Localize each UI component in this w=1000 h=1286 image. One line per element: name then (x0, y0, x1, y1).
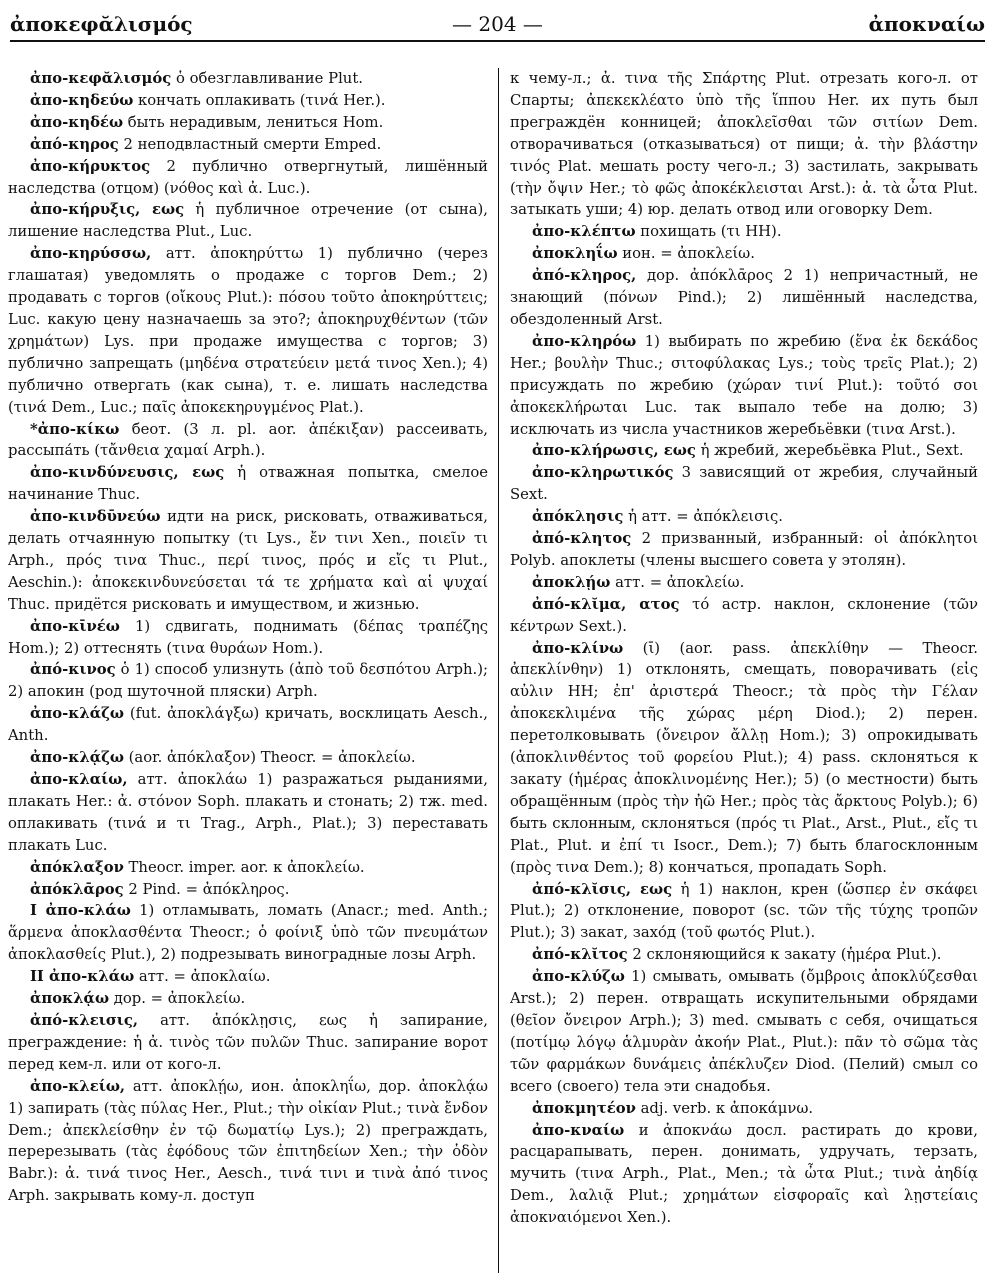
dictionary-entry (8, 857, 488, 879)
running-head-right: ἀποκναίω (868, 12, 985, 36)
entry-headword: ἀπό-κλῐμα, ατος (532, 595, 680, 613)
entry-definition: атт. = ἀποκλείω. (610, 573, 745, 591)
entry-definition: ἡ отважная попытка, смелое начинание Thuc. (8, 464, 488, 504)
dictionary-entry (8, 966, 488, 988)
entry-definition: adj. verb. к ἀποκάμνω. (635, 1099, 814, 1117)
entry-headword: ἀπο-κλύζω (532, 968, 625, 986)
entry-definition: (aor. ἀπόκλαξον) Theocr. = ἀποκλείω. (123, 749, 416, 767)
dictionary-entry (510, 462, 978, 506)
dictionary-entry (8, 1076, 488, 1207)
entry-definition: атт. ἀποκλῄω, ион. ἀποκληΐω, дор. ἀποκλᾴω 1) запирать (τὰς πύλας Her., Plut.; τὴν οἰκίαν Plut.; τινὰ ἔνδον Dem.; ἀπεκλείσθην ἐν τῷ δωματίῳ Lys.); 2) преграждать, перерезывать (τὰς ἐφόδους τῶν ἐπιτηδείων Xen.; τὴν ὁδὸν Babr.): ἀ. τινά τινος Her., Aesch., τινά τινι и τινὰ ἀπό τινος Arph. закрывать кому-л. доступ (8, 1077, 488, 1205)
dictionary-entry (510, 331, 978, 441)
entry-definition: 1) сдвигать, поднимать (δέπας τραπέζης Hom.); 2) оттеснять (τινα θυράων Hom.). (8, 617, 488, 657)
entry-definition: ἡ 1) наклон, крен (ὥσπερ ἐν σκάφει Plut.); 2) отклонение, поворот (sc. τῶν τῆς τύχης τροπῶν Plut.); 3) закат, захо́д (τοῦ φωτός Plut.). (510, 880, 978, 942)
dictionary-entry (8, 68, 488, 90)
entry-definition: атт. = ἀποκλαίω. (134, 968, 271, 986)
entry-headword: ἀπο-κλάζω (30, 705, 124, 723)
entry-definition: ион. = ἀποκλείω. (617, 245, 755, 263)
entry-definition: 2 публично отвергнутый, лишённый наследства (отцом) (νόθος καὶ ἀ. Luc.). (8, 157, 488, 197)
left-column (8, 68, 488, 1273)
entry-definition: 1) смывать, омывать (ὄμβροις ἀποκλύζεσθαι Arst.); 2) перен. отвращать искупительными обрядами (θεῖον ὄνειρον Arph.); 3) med. смывать с себя, очищаться (ποτίμῳ λόγῳ ἁλμυρὰν ἀκοήν Plat., Plut.): πᾶν τὸ σῶμα τὰς τῶν φαρμάκων δυνάμεις ἀπέκλυζεν Diod. (Пелий) смыл со всего (своего) тела эти снадобья. (510, 968, 978, 1095)
entry-headword: ἀπό-κλῐτος (532, 946, 628, 964)
dictionary-entry (510, 879, 978, 945)
dictionary-entry (510, 221, 978, 243)
dictionary-entry (510, 944, 978, 966)
entry-headword: ἀπό-κηρος (30, 135, 119, 153)
entry-headword: ἀπο-κναίω (532, 1121, 625, 1139)
entry-headword: ἀποκλᾴω (30, 990, 110, 1008)
dictionary-entry (510, 1098, 978, 1120)
entry-headword: ἀποκληΐω (532, 245, 618, 263)
entry-definition: кончать оплакивать (τινά Her.). (133, 91, 386, 109)
entry-definition: и ἀποκνάω досл. растирать до крови, расцарапывать, перен. донимать, удручать, терзать, мучить (τινα Arph., Plat., Men.; τὰ ὦτα Plut.; τινὰ ἀηδίᾳ Dem., λαλιᾷ Plut.; χρημάτων εἰσφοραῖς καὶ λῃστείαις ἀποκναιόμενοι Xen.). (510, 1121, 978, 1227)
entry-headword: ἀπο-κλαίω, (30, 771, 128, 788)
entry-headword: ἀπο-κινδῡνεύω (30, 508, 161, 526)
entry-headword: ἀπό-κλῐσις, εως (532, 880, 673, 898)
entry-headword: ἀπο-κλᾴζω (30, 749, 124, 767)
entry-headword: *ἀπο-κίκω (30, 420, 120, 438)
dictionary-entry (8, 112, 488, 134)
entry-headword: ἀπο-κλίνω (532, 639, 624, 657)
entry-headword: ἀπο-κεφᾰλισμός (30, 70, 172, 87)
page-header (10, 10, 985, 42)
dictionary-entry (8, 616, 488, 660)
entry-definition: идти на риск, рисковать, отваживаться, делать отчаянную попытку (τι Lys., ἔν τινι Xen., ποιεῖν τι Arph., πρός τινα Thuc., περί τινος, πρός и εἴς τι Plut., Aeschin.): ἀποκεκινδυνεύσεται τά τε χρήματα καὶ αἱ ψυχαί Thuc. придётся рисковать и имуществом, и жизнью. (8, 508, 488, 613)
entry-headword: ἀπο-κλείω, (30, 1077, 126, 1095)
entry-headword: ἀπο-κλέπτω (532, 223, 636, 241)
dictionary-entry (8, 1010, 488, 1076)
entry-definition: τό астр. наклон, склонение (τῶν κέντρων Sext.). (510, 595, 978, 635)
entry-headword: ἀπο-κήρυξις, εως (30, 201, 185, 219)
dictionary-entry (510, 1120, 978, 1230)
dictionary-entry (8, 747, 488, 769)
entry-definition: похищать (τι НН). (635, 223, 782, 241)
running-head-left: ἀποκεφᾰλισμός (10, 12, 193, 36)
entry-headword: II ἀπο-κλάω (30, 968, 135, 986)
column-divider (498, 68, 499, 1273)
dictionary-entry (8, 199, 488, 243)
entry-headword: ἀπόκλησις (532, 508, 624, 526)
dictionary-entry (8, 900, 488, 966)
dictionary-entry (510, 528, 978, 572)
dictionary-entry (510, 440, 978, 462)
entry-definition: дор. = ἀποκλείω. (109, 990, 246, 1008)
dictionary-entry (510, 594, 978, 638)
dictionary-entry (8, 419, 488, 463)
entry-definition: 2 Pind. = ἀπόκληρος. (123, 880, 290, 898)
dictionary-entry (510, 68, 978, 221)
entry-definition: к чему-л.; ἀ. τινα τῆς Σπάρτης Plut. отрезать кого-л. от Спарты; ἀπεκεκλέατο ὑπὸ τῆς ἵππου Her. их путь был преграждён конницей; ἀποκλεῖσθαι τῶν σιτίων Dem. отворачиваться (отказываться) от пищи; ἀ. τὴν βλάστην τινός Plat. мешать росту чего-л.; 3) застилать, закрывать (τὴν ὄψιν Her.; τὸ φῶς ἀποκέκλεισται Arst.): ἀ. τὰ ὦτα Plut. затыкать уши; 4) юр. делать отвод или оговорку Dem. (510, 70, 978, 219)
dictionary-entry (510, 243, 978, 265)
entry-headword: ἀπό-κλητος (532, 530, 632, 548)
dictionary-entry (510, 966, 978, 1097)
entry-headword: ἀπό-κλεισις, (30, 1011, 139, 1029)
dictionary-entry (510, 572, 978, 594)
entry-headword: ἀπο-κῑνέω (30, 617, 120, 635)
entry-headword: ἀπο-κληρωτικός (532, 464, 674, 482)
entry-headword: I ἀπο-κλάω (30, 902, 131, 920)
entry-headword: ἀπο-κηδεύω (30, 91, 134, 109)
entry-headword: ἀπο-κηδέω (30, 113, 124, 131)
dictionary-entry (8, 769, 488, 857)
dictionary-entry (8, 243, 488, 418)
dictionary-entry (8, 879, 488, 901)
entry-definition: 3 зависящий от жребия, случайный Sext. (510, 464, 978, 504)
entry-headword: ἀπο-κληρόω (532, 332, 637, 350)
entry-headword: ἀπο-κήρυκτος (30, 157, 151, 175)
entry-headword: ἀπο-κλήρωσις, εως (532, 442, 696, 460)
entry-headword: ἀπο-κινδύνευσις, εως (30, 464, 225, 482)
entry-definition: ὁ обезглавливание Plut. (171, 70, 363, 87)
dictionary-entry (510, 265, 978, 331)
entry-definition: (ῑ) (aor. pass. ἀπεκλίθην — Theocr. ἀπεκλίνθην) 1) отклонять, смещать, поворачивать (εἰς αὐλιν НН; ἐπ' ἀριστερά Theocr.; τὰ πρὸς τὴν Γέλαν ἀποκεκλιμένα τῆς χώρας μέρη Diod.); 2) перен. перетолковывать (ὄνειρον ἄλλῃ Hom.); 3) опрокидывать (ἀποκλινθέντος τοῦ φορείου Plut.); 4) pass. склоняться к закату (ἡμέρας ἀποκλινομένης Her.); 5) (о местности) быть обращённым (πρὸς τὴν ἠῶ Her.; πρὸς τὰς ἄρκτους Polyb.); 6) быть склонным, склоняться (πρός τι Plat., Arst., Plut., εἴς τι Plat., Plut. и ἐπί τι Isocr., Dem.); 7) быть благосклонным (πρὸς τινα Dem.); 8) кончаться, пропадать Soph. (510, 639, 978, 876)
dictionary-entry (8, 90, 488, 112)
dictionary-entry (8, 462, 488, 506)
entry-definition: атт. ἀποκλάω 1) разражаться рыданиями, плакать Her.: ἀ. στόνον Soph. плакать и стонать; 2) тж. med. оплакивать (τινά и τι Trag., Arph., Plat.); 3) переставать плакать Luc. (8, 771, 488, 854)
entry-definition: ἡ атт. = ἀπόκλεισις. (623, 508, 783, 526)
dictionary-entry (510, 638, 978, 879)
entry-definition: ἡ жребий, жеребьёвка Plut., Sext. (695, 442, 964, 460)
entry-definition: ἡ публичное отречение (от сына), лишение наследства Plut., Luc. (8, 201, 488, 241)
entry-headword: ἀπο-κηρύσσω, (30, 245, 152, 263)
entry-definition: Theocr. imper. aor. к ἀποκλείω. (123, 858, 365, 876)
right-column (510, 68, 978, 1273)
entry-definition: 2 склоняющийся к закату (ἡμέρα Plut.). (627, 946, 942, 964)
entry-definition: (fut. ἀποκλάγξω) кричать, восклицать Aesch., Anth. (8, 705, 488, 745)
entry-headword: ἀποκμητέον (532, 1099, 636, 1117)
dictionary-entry (8, 134, 488, 156)
entry-headword: ἀπό-κληρος, (532, 267, 637, 285)
page-number: — 204 — (452, 12, 543, 36)
dictionary-entry (8, 988, 488, 1010)
entry-definition: дор. ἀπόκλᾱρος 2 1) непричастный, не знающий (πόνων Pind.); 2) лишённый наследства, обездоленный Arst. (510, 267, 978, 328)
entry-headword: ἀπόκλᾱρος (30, 880, 124, 898)
dictionary-entry (8, 703, 488, 747)
dictionary-entry (8, 659, 488, 703)
entry-headword: ἀποκλῄω (532, 573, 611, 591)
dictionary-entry (8, 506, 488, 616)
entry-definition: беот. (3 л. pl. aor. ἀπέκιξαν) рассеивать, рассыпа́ть (τἄνθεια χαμαί Arph.). (8, 420, 488, 460)
entry-definition: 1) отламывать, ломать (Anacr.; med. Anth.; ἅρμενα ἀποκλασθέντα Theocr.; ὁ φοίνιξ ὑπὸ τῶν πνευμάτων ἀποκλασθείς Plut.), 2) подрезывать виноградные лозы Arph. (8, 902, 488, 964)
entry-headword: ἀπόκλαξον (30, 858, 124, 876)
dictionary-entry (510, 506, 978, 528)
entry-definition: атт. ἀπόκλῃσις, εως ἡ запирание, преграждение: ἡ ἀ. τινὸς τῶν πυλῶν Thuc. запирание ворот перед кем-л. или от кого-л. (8, 1011, 488, 1073)
entry-headword: ἀπό-κινος (30, 661, 116, 679)
dictionary-entry (8, 156, 488, 200)
entry-definition: атт. ἀποκηρύττω 1) публично (через глашатая) уведомлять о продаже с торгов Dem.; 2) продавать с торгов (οἴκους Plut.): πόσου τοῦτο ἀποκηρύττεις; Luc. какую цену назначаешь за это?; ἀποκηρυχθέντων (τῶν χρημάτων) Lys. при продаже имущества с торгов; 3) публично запрещать (μηδένα στρατεύειν μετά τινος Xen.); 4) публично отвергать (как сына), т. е. лишать наследства (τινά Dem., Luc.; παῖς ἀποκεκηρυγμένος Plat.). (8, 245, 488, 416)
entry-definition: 1) выбирать по жребию (ἕνα ἐκ δεκάδος Her.; βουλὴν Thuc.; σιτοφύλακας Lys.; τοὺς τρεῖς Plat.); 2) присуждать по жребию (χώραν τινί Plut.): τοῦτό σοι ἀποκεκλήρωται Luc. так выпало тебе на долю; 3) исключать из числа участников жеребьёвки (τινα Arst.). (510, 332, 978, 438)
entry-definition: ὁ 1) способ улизнуть (ἀπὸ τοῦ δεσπότου Arph.); 2) апокин (род шуточной пляски) Arph. (8, 661, 488, 701)
entry-definition: быть нерадивым, лениться Hom. (123, 113, 384, 131)
entry-definition: 2 призванный, избранный: οἱ ἀπόκλητοι Polyb. апоклеты (члены высшего совета у этолян). (510, 530, 978, 569)
entry-definition: 2 неподвластный смерти Emped. (118, 135, 382, 153)
